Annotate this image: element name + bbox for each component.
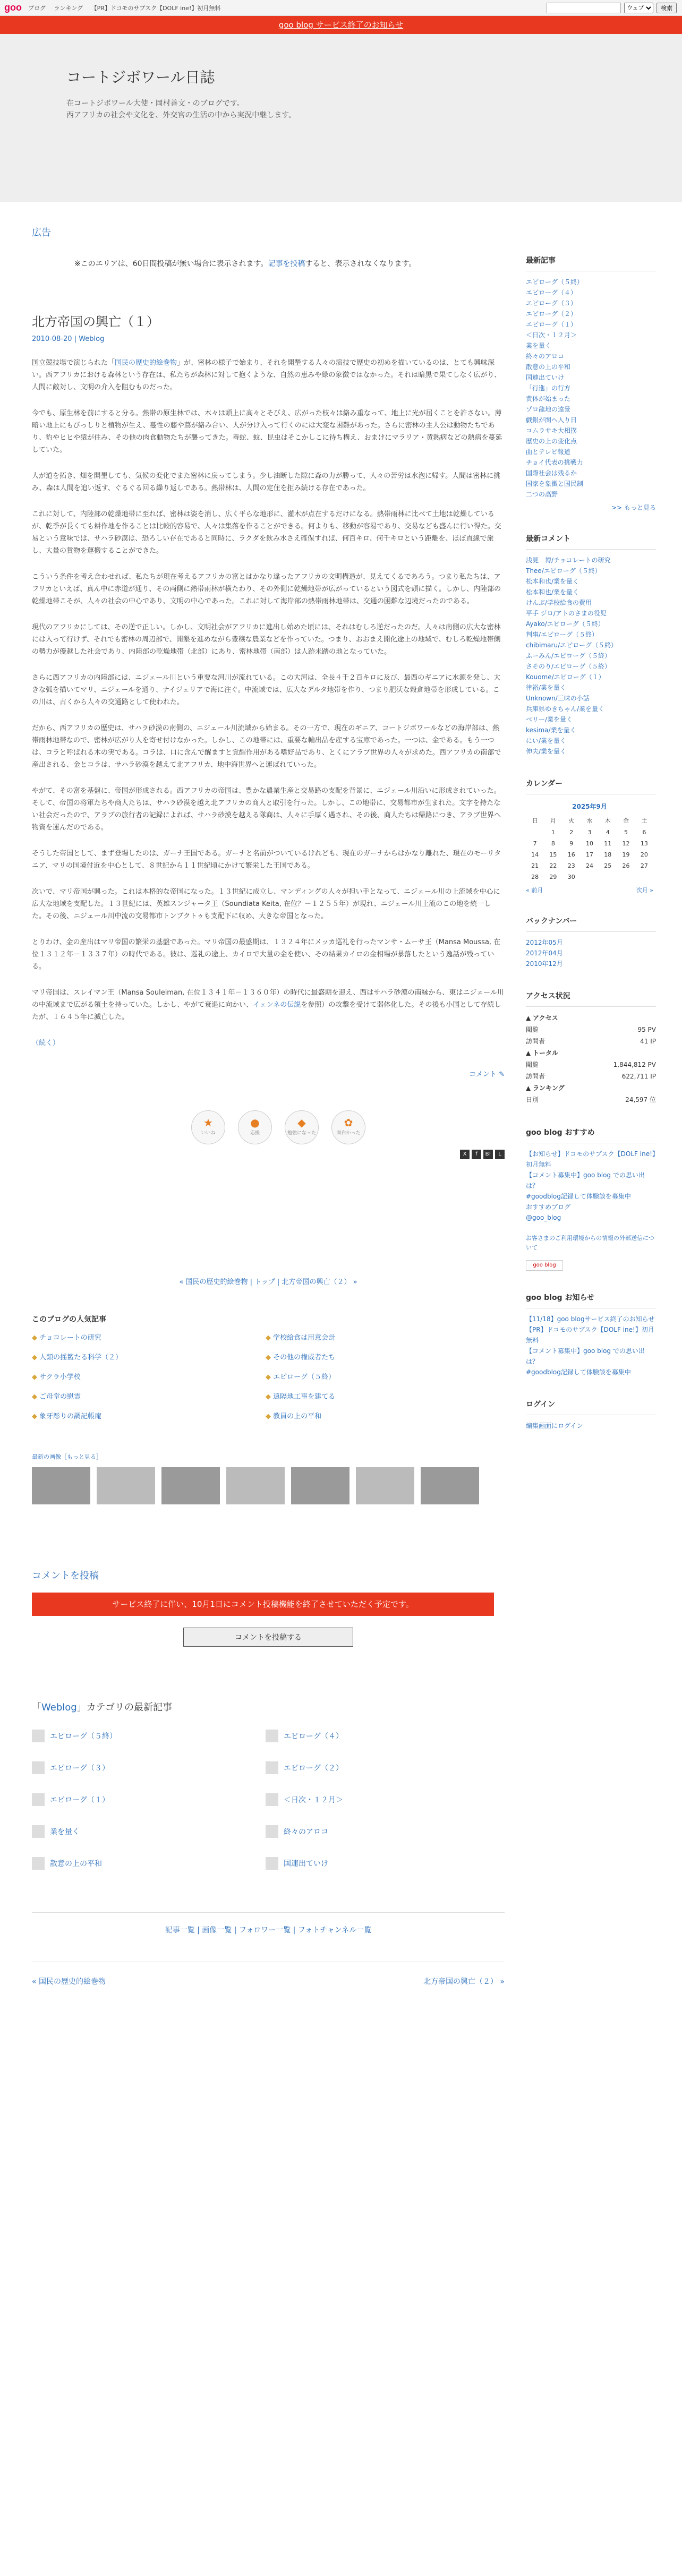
info-item[interactable]: 【コメント募集中】goo blog での思い出は？ xyxy=(526,1347,645,1365)
post-comment-button[interactable]: コメントを投稿する xyxy=(183,1628,353,1647)
facebook-share-icon[interactable]: f xyxy=(472,1150,481,1159)
post-paragraph: 今でも、原生林を前にすると分る。熱帯の原生林では、木々は頭上に高々とそびえ、広がった枝々は絡み重なって、地上に光が届くことを許さない。薄暗い地上にもびっしりと植物が生え、蔓性の藤や蔦が絡み合い、人が分け入って行くのには大変な困難があった。さらに密林の主人公は動物たちであり、豹やヒヒや猿が住み、その他の肉食動物たちが襲ってきた。毒蛇、蚊、昆虫はそこかしこに待ち構え、おまけにマラリア・黄熱病などの熱病を蔓延していた。 xyxy=(32,409,502,454)
day-label: 日別 xyxy=(526,1096,539,1103)
latest-images xyxy=(32,1467,505,1504)
comment-item[interactable]: 松本和也/業を量く xyxy=(526,588,579,596)
recent-item[interactable]: 業を量く xyxy=(526,342,552,349)
comment-item[interactable]: けんぶ/学校給食の費用 xyxy=(526,599,592,606)
latest-item[interactable]: エピローグ（２） xyxy=(266,1761,499,1774)
comment-item[interactable]: さそのり/エピローグ（５終） xyxy=(526,663,611,670)
prev-post-link[interactable]: « 国民の歴史的絵巻物 xyxy=(32,1978,106,1986)
calendar-day: 24 xyxy=(585,862,593,869)
backnumber-item[interactable]: 2012年04月 xyxy=(526,949,563,957)
view-value: 95 PV xyxy=(637,1026,656,1033)
goo-item[interactable]: 【コメント募集中】goo blog での思い出は？ xyxy=(526,1171,645,1189)
total-view-value: 1,844,812 PV xyxy=(613,1061,656,1068)
visit-value: 41 IP xyxy=(640,1038,656,1045)
latest-item[interactable]: 終々のアロコ xyxy=(266,1825,499,1838)
post-paragraph: そうした帝国として、まず登場したのは、ガーナ王国である。ガーナと名前がついているけれども、現在のガーナからはかなり離れた、現在のモーリタニア、マリの国境付近を中心として、８世紀から１１世紀頃にかけて繁栄した王国である。 xyxy=(32,850,501,870)
comment-item[interactable]: 律裕/業を量く xyxy=(526,684,567,691)
rank-label: ▲ ランキング xyxy=(526,1084,565,1092)
recent-item[interactable]: 「行進」の行方 xyxy=(526,384,571,392)
comment-item[interactable]: 兵庫県ゆきちゃん/業を量く xyxy=(526,705,605,713)
post-paragraph: 国立競技場で演じられた「国民の歴史的絵巻物」が、密林の様子で始まり、それを開墾する人々の演技で歴史の初めを描いているのは、とても興味深い。西アフリカにおける森林という存在は、私たちが森林に対して抱くような、自然の恵みや緑の象徴ではなかった。それは暗黒で果てしなく広がり、人間に敵対し、文明の介入を阻むものだった。 xyxy=(32,359,501,391)
comment-item[interactable]: 平手 ジロ/アトのさまの役児 xyxy=(526,610,607,617)
service-end-notice[interactable] xyxy=(0,16,682,34)
latest-item[interactable]: 業を量く xyxy=(32,1825,266,1838)
post-paragraph: 人が道を拓き、畑を開墾しても、気候の変化でまた密林に戻ってしまう。少し油断した隙に森の力が勝って、人々の苦労は水泡に帰す。人間は密林に挑み、森は人間を追い返す、ぐるぐる回る繰り返しである。熱帯林は、人間の定住を拒み続ける存在であった。 xyxy=(32,472,501,492)
sidebar xyxy=(526,234,656,1431)
reaction-cheer-button[interactable]: ● 応援 xyxy=(238,1110,272,1144)
calendar-day: 18 xyxy=(604,851,612,858)
thumbnail[interactable] xyxy=(356,1467,414,1504)
popular-heading: このブログの人気記事 xyxy=(32,1315,106,1324)
calendar-day: 14 xyxy=(531,851,539,858)
recent-item[interactable]: 曲とテレビ報道 xyxy=(526,448,570,456)
info-item[interactable]: 【PR】ドコモのサブスク【DOLF ine!】初月無料 xyxy=(526,1326,654,1344)
calendar-next[interactable]: 次月 » xyxy=(636,887,653,894)
comment-item[interactable]: 伸夫/業を量く xyxy=(526,748,567,755)
popular-item[interactable]: ◆ 人類の揺籃たる科学（２） xyxy=(32,1351,266,1362)
calendar-weekday: 土 xyxy=(641,817,647,824)
latest-item[interactable]: 国連出ていけ xyxy=(266,1857,499,1870)
comment-item[interactable]: kesima/業を量く xyxy=(526,726,576,734)
info-item[interactable]: #goodblog記録して体験談を募集中 xyxy=(526,1368,631,1376)
nav-pr-link[interactable]: 【PR】ドコモのサブスク【DOLF ine!】初月無料 xyxy=(91,4,221,12)
calendar-day: 21 xyxy=(531,862,539,869)
post-navigation[interactable]: « 国民の歴史的絵巻物 | トップ | 北方帝国の興亡（２） » xyxy=(179,1278,357,1286)
visit-label: 訪問者 xyxy=(526,1038,545,1045)
latest-item[interactable]: エピローグ（５終） xyxy=(32,1730,266,1742)
view-label: 閲覧 xyxy=(526,1026,539,1033)
comment-item[interactable]: 判事/エピローグ（５終） xyxy=(526,631,599,638)
calendar-day: 15 xyxy=(549,851,557,858)
recent-item[interactable]: 黄体が始まった xyxy=(526,395,571,403)
comment-item[interactable]: ふーみん/エピローグ（５終） xyxy=(526,652,611,660)
inline-link[interactable]: 国民の歴史的絵巻物 xyxy=(115,359,177,367)
comments-heading: 最新コメント xyxy=(526,533,656,550)
comment-link[interactable]: コメント ✎ xyxy=(468,1071,505,1079)
popular-item[interactable]: ◆ サクラ小学校 xyxy=(32,1371,266,1381)
view-label: 閲覧 xyxy=(526,1061,539,1068)
search-area xyxy=(547,3,677,13)
info-heading: goo blog お知らせ xyxy=(526,1292,656,1308)
goo-recommend-heading: goo blog おすすめ xyxy=(526,1127,656,1143)
post-category[interactable]: Weblog xyxy=(79,335,105,343)
calendar-day: 11 xyxy=(604,840,612,847)
popular-item[interactable]: ◆ その他の権威者たち xyxy=(266,1351,499,1362)
backnumber-list xyxy=(526,937,656,969)
thumbnail[interactable] xyxy=(97,1467,155,1504)
latest-item[interactable]: ＜日次・１２月＞ xyxy=(266,1793,499,1806)
thumbnail[interactable] xyxy=(421,1467,479,1504)
calendar-day: 22 xyxy=(549,862,557,869)
post-title[interactable]: 北方帝国の興亡（１） xyxy=(32,314,159,329)
goo-item[interactable]: おすすめブログ xyxy=(526,1203,571,1211)
calendar-weekday: 木 xyxy=(604,817,611,824)
calendar-weekday: 月 xyxy=(550,817,556,824)
calendar-day xyxy=(526,827,544,838)
access-label: ▲ アクセス xyxy=(526,1014,558,1022)
post-date[interactable]: 2010-08-20 xyxy=(32,335,72,343)
calendar-day: 30 xyxy=(567,874,575,880)
comment-post-heading: コメントを投稿 xyxy=(32,1570,99,1581)
category-latest-heading: 「Weblog」カテゴリの最新記事 xyxy=(32,1702,172,1713)
reaction-like-button[interactable]: ★ いいね xyxy=(191,1110,225,1144)
recent-item[interactable]: エピローグ（２） xyxy=(526,310,577,318)
recent-item[interactable]: エピローグ（４） xyxy=(526,289,577,296)
post-meta: 2010-08-20 | Weblog xyxy=(32,335,105,343)
calendar-prev[interactable]: « 前月 xyxy=(526,887,543,894)
recent-list xyxy=(526,277,656,500)
popular-item[interactable]: ◆ ご母堂の慰霊 xyxy=(32,1391,266,1401)
post-paragraph: これに対して、内陸部の乾燥地帯に至れば、密林は姿を消し、広く平らな地形に、灌木が点在するだけになる。熱帯雨林に比べて土地は乾燥しているが、乾季が長くても耕作地を作ることは比較的容易で、人々は集落を作ることができる。何よりも、移動が容易であり、交易なども盛んに行い得た。交易という意味では、サハラ砂漠は、恐ろしい存在であると同時に、ラクダを飲み水さえ確保すれば、何百キロ、何千キロという距離を、ほぼ直線で旅し、大量の貨物を運搬することができた。 xyxy=(32,510,501,555)
calendar-table xyxy=(526,814,653,883)
goo-recommend-list xyxy=(526,1149,656,1223)
calendar-day xyxy=(617,871,635,883)
list-links[interactable]: 記事一覧 | 画像一覧 | フォロワー一覧 | フォトチャンネル一覧 xyxy=(32,1912,505,1935)
post-paragraph: 次いで、マリ帝国が興った。これは本格的な帝国になった。１３世紀に成立し、マンディングの人々が担い手となって、ニジェール川の上流域を中心に広大な地域を支配した。１３世紀には、英雄スンジャータ王（Soundiata Keita, 在位？－１２５５年）が現れ、ニジェール川上流のこの地を統一した。その後、ニジェール川中流の交易都市トンブクトゥも支配下に収め、大きな帝国となった。 xyxy=(32,888,500,920)
post-paragraph: こういう条件を考え合わせれば、私たちが現在考えるアフリカの富とはかなり違ったアフリカの文明構造が、見えてくるであろう。つまり私たちは、アフリカといえば、真ん中に赤道が通り、その両側に熱帯雨林が横たわり、その外側に乾燥地帯が広がっているという図式を頭に描く。しかし、内陸部の乾燥地帯こそが、人々の社会の中心であり、文明の中心であった。これに対して海岸部の熱帯雨林地帯は、交通の困難な辺境だったのである。 xyxy=(32,573,501,605)
backnumber-heading: バックナンバー xyxy=(526,915,656,932)
goo-item[interactable]: 【お知らせ】ドコモのサブスク【DOLF ine!】初月無料 xyxy=(526,1150,655,1168)
category-latest xyxy=(32,1700,505,1870)
login-link[interactable]: 編集画面にログイン xyxy=(526,1422,583,1430)
top-bar xyxy=(0,0,682,16)
thumbnail[interactable] xyxy=(226,1467,285,1504)
blog-title[interactable]: コートジボワール日誌 xyxy=(66,69,215,86)
post-paragraph: マリ帝国は、スレイマン王（Mansa Souleiman, 在位１３４１年－１３６０年）の時代に最盛期を迎え、西はサハラ砂漠の南縁から、東はニジェール川の中流域まで広がる領土を持っていた。しかし、やがて衰退に向かい、イェンネの伝説を参照）の攻撃を受けて弱体化した。その後も小国として存続したが、１６４５年に滅亡した。 xyxy=(32,989,504,1021)
comment-item[interactable]: ベリー/業を量く xyxy=(526,716,573,723)
access-stats xyxy=(526,1012,656,1106)
total-label: ▲ トータル xyxy=(526,1049,559,1057)
recent-item[interactable]: チョイ代表の挑戦力 xyxy=(526,459,583,466)
calendar-day: 10 xyxy=(585,840,593,847)
recent-item[interactable]: 国家を象徴と国民制 xyxy=(526,480,584,487)
recent-item[interactable]: ＜日次・１２月＞ xyxy=(526,331,577,339)
calendar-day: 20 xyxy=(640,851,648,858)
recent-item[interactable]: ゾロ龍地の遠景 xyxy=(526,406,571,413)
comment-end-notice[interactable]: サービス終了に伴い、10月1日にコメント投稿機能を終了させていただく予定です。 xyxy=(32,1593,494,1616)
latest-item[interactable]: 散意の上の平和 xyxy=(32,1857,266,1870)
post-paragraph: 現代のアフリカにしては、その逆で正しい。しかし、文明社会がアフリカに進出し始めた頃には、それはむしろ逆だったのだ。人々は南側の広大な密林には入って行けず、それでも密林の周辺部で、開墾を進めながら豊穣な農業などを作っていた。つまり、おおまえ開化途上の地域で、むしろ乾燥地帯側の勢力が優越した社会であり、内陸部の乾燥地帯（北部）にあり、密林地帯（南部）は人跡未踏の地となっていた。 xyxy=(32,623,501,656)
goo-logo[interactable]: goo xyxy=(4,2,22,13)
recent-item[interactable]: 終々のアロコ xyxy=(526,353,565,360)
calendar-day xyxy=(599,871,617,883)
calendar-day xyxy=(581,871,599,883)
search-button[interactable]: 検索 xyxy=(657,3,677,13)
total-visit-value: 622,711 IP xyxy=(621,1073,656,1080)
post-paragraph: さらに西アフリカの内陸部には、ニジェール川という重要な河川が流れている。この大河は、全長４千２百キロに及び、最西のギニアに水源を発し、大きな弧を描いてマリ、ニジェールを通り、ナイジェリアで海に注ぐ。中流域では、広大なデルタ地帯を作り、つまり肥沃な穀倉地帯を形成している。この川は、古くから人々の交通路として使われた。 xyxy=(32,674,501,706)
latest-item[interactable]: エピローグ（４） xyxy=(266,1730,499,1742)
calendar-weekday: 火 xyxy=(568,817,575,824)
calendar-title[interactable]: 2025年9月 xyxy=(572,803,607,810)
recent-item[interactable]: 歴史の上の変化点 xyxy=(526,438,577,445)
calendar xyxy=(526,802,653,894)
goo-blog-badge[interactable]: goo blog xyxy=(526,1260,563,1271)
line-share-icon[interactable]: L xyxy=(495,1150,505,1159)
recent-item[interactable]: エピローグ（３） xyxy=(526,299,577,307)
visit-label: 訪問者 xyxy=(526,1073,545,1080)
share-buttons xyxy=(32,1150,505,1159)
comment-item[interactable]: Kouome/エピローグ（１） xyxy=(526,673,605,681)
calendar-day: 7 xyxy=(533,840,537,847)
comment-item[interactable]: chibimaru/エピローグ（５終） xyxy=(526,641,618,649)
calendar-day xyxy=(635,871,653,883)
thumbnail[interactable] xyxy=(291,1467,349,1504)
recent-item[interactable]: 散意の上の平和 xyxy=(526,363,571,371)
post-paragraph: だから、西アフリカの歴史は、サハラ砂漠の南側の、ニジェール川流域から始まる。その一方で、現在のギニア、コートジボワールなどの海岸部は、熱帯雨林地帯なので、密林が広がり人を寄せ付けなかった。しかし、この地帯には、重要な輸出品を産する宝庫であった。一つは、金である。もう一つは、コラと呼ばれる木の実である。コラは、口に含んで醒ますと覚醒作用がある嗜好品であり、とくにアラブ世界の人々が求めた。西アフリカの南部で産出される、金とコラは、サハラ砂漠を越えて北アフリカ、地中海世界へと運ばれていった。 xyxy=(32,724,501,769)
post-paragraph: とりわけ、金の産出はマリ帝国の繁栄の基盤であった。マリ帝国の最盛期は、１３２４年にメッカ巡礼を行ったマンサ・ムーサ王（Mansa Moussa, 在位１３１２年－１３３７年）の時代である。彼は、巡礼の途上、カイロで大量の金を使い、その結果カイロの金相場が暴落したという逸話が残っている。 xyxy=(32,938,501,971)
calendar-day: 5 xyxy=(624,829,628,836)
calendar-day: 12 xyxy=(622,840,630,847)
comment-item[interactable]: 浅見 博/チョコレートの研究 xyxy=(526,557,611,564)
thumbnail[interactable] xyxy=(161,1467,220,1504)
reaction-buttons xyxy=(191,1110,505,1144)
inline-link[interactable]: イェンネの伝説 xyxy=(253,1001,301,1009)
calendar-day: 8 xyxy=(551,840,555,847)
prev-next-nav xyxy=(32,1962,505,1987)
day-value: 24,597 位 xyxy=(625,1096,656,1103)
info-list xyxy=(526,1314,656,1377)
backnumber-item[interactable]: 2010年12月 xyxy=(526,960,563,968)
popular-item[interactable]: ◆ エピローグ（５終） xyxy=(266,1371,499,1381)
backnumber-item[interactable]: 2012年05月 xyxy=(526,939,563,946)
calendar-heading: カレンダー xyxy=(526,778,656,794)
calendar-day: 23 xyxy=(567,862,575,869)
latest-item[interactable]: エピローグ（１） xyxy=(32,1793,266,1806)
ad-note: ※このエリアは、60日間投稿が無い場合に表示されます。記事を投稿すると、表示されなくなります。 xyxy=(74,260,416,268)
recent-more-link[interactable]: >> もっと見る xyxy=(611,504,656,511)
recent-item[interactable]: エピローグ（１） xyxy=(526,321,577,328)
comment-item[interactable]: Ayako/エピローグ（５終） xyxy=(526,620,604,628)
nav-ranking-link[interactable]: ランキング xyxy=(54,4,83,12)
calendar-day: 19 xyxy=(622,851,630,858)
search-input[interactable] xyxy=(547,3,621,13)
pencil-icon: ✎ xyxy=(499,1071,505,1079)
access-heading: アクセス状況 xyxy=(526,990,656,1007)
next-post-link[interactable]: 北方帝国の興亡（２） » xyxy=(423,1978,505,1986)
calendar-day: 28 xyxy=(531,874,539,880)
recent-item[interactable]: 戯銀が関ヘ入り日 xyxy=(526,416,577,424)
comment-item[interactable]: Unknown/三味の小話 xyxy=(526,695,590,702)
calendar-day: 4 xyxy=(606,829,610,836)
login-heading: ログイン xyxy=(526,1399,656,1415)
goo-item[interactable]: @goo_blog xyxy=(526,1214,561,1221)
recent-item[interactable]: 国際社会は残るか xyxy=(526,469,577,477)
latest-item[interactable]: エピローグ（３） xyxy=(32,1761,266,1774)
comment-item[interactable]: 松本和也/業を量く xyxy=(526,578,579,585)
blog-description: 在コートジボワール大使・岡村善文・のブログです。 西アフリカの社会や文化を、外交官の生活の中から実況中継します。 xyxy=(66,99,296,119)
latest-images-heading[interactable]: 最新の画像［もっと見る］ xyxy=(32,1453,102,1460)
popular-item[interactable]: ◆ 象牙彫りの調記帳庵 xyxy=(32,1410,266,1420)
calendar-weekday: 日 xyxy=(532,817,538,824)
calendar-day: 6 xyxy=(642,829,646,836)
info-item[interactable]: 【11/18】goo blogサービス終了のお知らせ xyxy=(526,1315,655,1323)
reaction-funny-button[interactable]: ✿ 面白かった xyxy=(331,1110,365,1144)
popular-item[interactable]: ◆ 学校給食は用意会計 xyxy=(266,1332,499,1342)
recent-heading: 最新記事 xyxy=(526,255,656,271)
hatena-share-icon[interactable]: B! xyxy=(483,1150,493,1159)
x-share-icon[interactable]: X xyxy=(460,1150,470,1159)
notice-link[interactable]: goo blog サービス終了のお知らせ xyxy=(278,20,404,30)
popular-item[interactable]: ◆ 遠隔地工事を建てる xyxy=(266,1391,499,1401)
continue-note: （続く） xyxy=(32,1039,60,1047)
calendar-day: 3 xyxy=(587,829,592,836)
popular-item[interactable]: ◆ チョコレートの研究 xyxy=(32,1332,266,1342)
calendar-day: 13 xyxy=(640,840,648,847)
privacy-note[interactable]: お客さまのご利用環境からの情報の外部送信について xyxy=(526,1235,654,1251)
calendar-day: 1 xyxy=(551,829,555,836)
recent-item[interactable]: エピローグ（５終） xyxy=(526,278,584,286)
calendar-day: 25 xyxy=(604,862,612,869)
comment-item[interactable]: にい/業を量く xyxy=(526,737,567,744)
goo-item[interactable]: #goodblog記録して体験談を募集中 xyxy=(526,1193,631,1200)
ad-heading: 広告 xyxy=(32,227,51,238)
main-column xyxy=(32,212,505,1987)
calendar-weekday: 水 xyxy=(586,817,593,824)
calendar-day: 27 xyxy=(640,862,648,869)
post-article-link[interactable]: 記事を投稿 xyxy=(268,260,305,268)
calendar-weekday: 金 xyxy=(623,817,629,824)
recent-item[interactable]: 国連出ていけ xyxy=(526,374,565,381)
popular-articles xyxy=(32,1314,505,1420)
search-scope-select[interactable] xyxy=(624,3,653,13)
comments-list xyxy=(526,555,656,757)
calendar-day: 29 xyxy=(549,874,557,880)
recent-item[interactable]: コムラサキ大相撲 xyxy=(526,427,577,434)
nav-blog-link[interactable]: ブログ xyxy=(28,4,46,12)
calendar-day: 2 xyxy=(569,829,574,836)
calendar-day: 16 xyxy=(567,851,575,858)
post-paragraph: やがて、その富を基盤に、帝国が形成される。西アフリカの帝国は、豊かな農業生産と交易路の支配を背景に、ニジェール川沿いに形成されていった。そして、帝国の将軍たちや商人たちは、サハラ砂漠を越え北アフリカの商人と取引を行った。しかし、この地帯に、交易都市が生まれた。文字を持たない社会だったので、アラブの旅行者の記録によれば、サハラ砂漠を越える隊商は、人々に手厚く遇され、その後、商人たちは帰路につき、アラブ世界へ物資を運んだのである。 xyxy=(32,787,501,832)
reaction-learned-button[interactable]: ◆ 勉強になった xyxy=(285,1110,319,1144)
calendar-day: 9 xyxy=(569,840,574,847)
blog-header xyxy=(0,34,682,202)
top-nav xyxy=(28,4,227,12)
comment-post-section xyxy=(32,1568,505,1647)
calendar-day: 26 xyxy=(622,862,630,869)
thumbnail[interactable] xyxy=(32,1467,90,1504)
popular-item[interactable]: ◆ 教員の上の平和 xyxy=(266,1410,499,1420)
comment-item[interactable]: Thee/エピローグ（５終） xyxy=(526,567,601,575)
recent-item[interactable]: 二つの高野 xyxy=(526,491,558,498)
calendar-day: 17 xyxy=(585,851,593,858)
